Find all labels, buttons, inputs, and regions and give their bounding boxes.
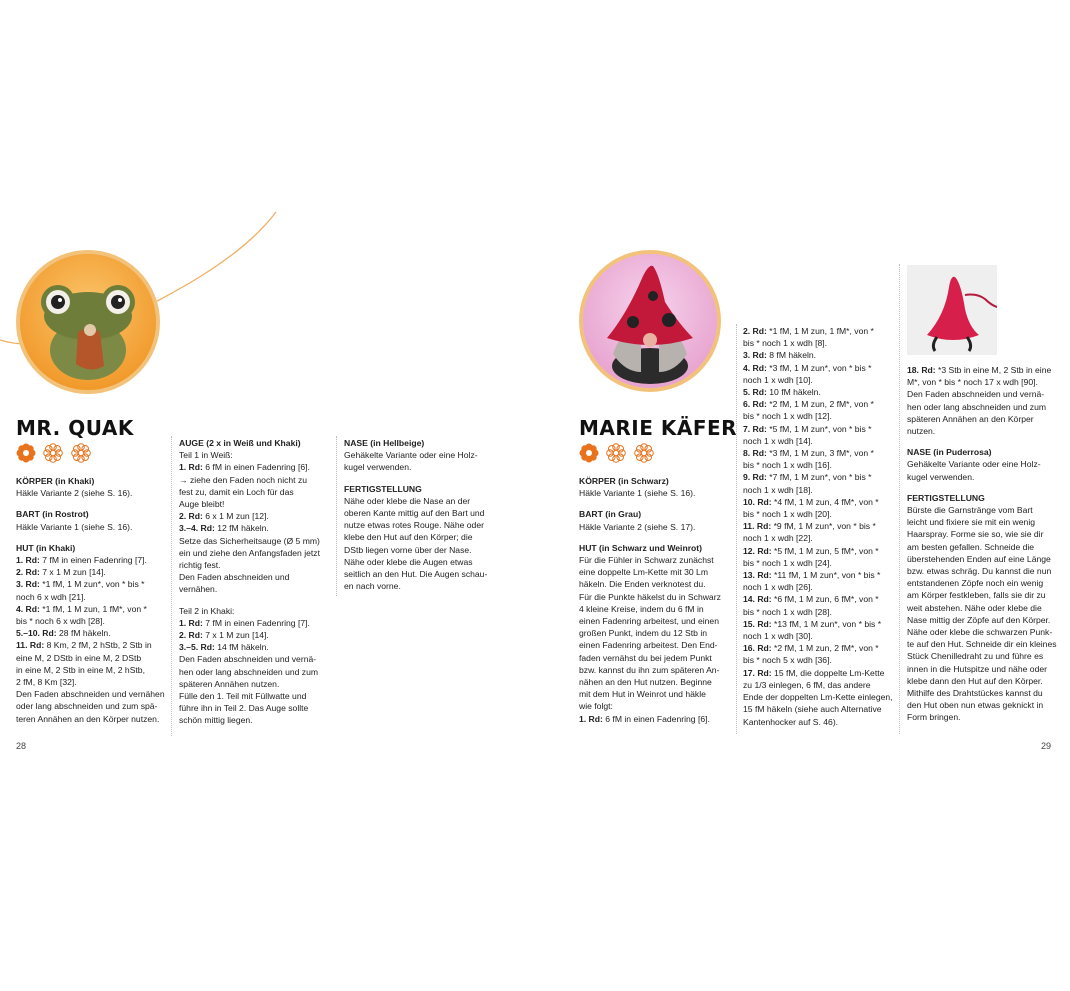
text-line: zu 1/3 einlegen, 6 fM, das andere bbox=[743, 679, 871, 690]
text-line: 1. Rd: 6 fM in einen Fadenring [6]. bbox=[579, 713, 710, 724]
text-line: 2. Rd: 6 x 1 M zun [12]. bbox=[179, 511, 269, 522]
text-line: 8. Rd: *3 fM, 1 M zun, 3 fM*, von * bbox=[743, 448, 874, 459]
text-line: noch 1 x wdh [26]. bbox=[743, 582, 813, 593]
flower-icon-filled bbox=[579, 443, 599, 463]
text-line: weit abstehen. Nähe oder klebe die bbox=[907, 602, 1042, 613]
text-line: 2. Rd: 7 x 1 M zun [14]. bbox=[179, 630, 269, 641]
right-column-3 bbox=[907, 364, 1062, 724]
flower-icon-outline bbox=[43, 443, 63, 463]
text-line: kugel verwenden. bbox=[907, 471, 975, 482]
text-line: eine doppelte Lm-Kette mit 30 Lm bbox=[579, 567, 708, 578]
flower-icon-outline bbox=[606, 443, 626, 463]
page-number-left: 28 bbox=[16, 741, 27, 751]
text-line: 12. Rd: *5 fM, 1 M zun, 5 fM*, von * bbox=[743, 545, 879, 556]
text-line: klebe den Hut auf den Körper; die bbox=[344, 532, 473, 543]
text-line: bis * noch 5 x wdh [36]. bbox=[743, 655, 832, 666]
text-line: bzw. etwas schräg. Du kannst die nun bbox=[907, 566, 1052, 577]
text-line: Nase mittig der Zöpfe auf den Körper. bbox=[907, 614, 1051, 625]
text-line: noch 1 x wdh [22]. bbox=[743, 533, 813, 544]
text-line: 4 kleine Kreise, indem du 6 fM in bbox=[579, 603, 704, 614]
section-gap bbox=[16, 533, 166, 542]
text-line: 15 fM häkeln (siehe auch Alternative bbox=[743, 704, 882, 715]
left-column-1 bbox=[16, 475, 166, 725]
text-line: Kantenhocker auf S. 46). bbox=[743, 716, 839, 727]
hat-step-photo bbox=[907, 265, 997, 355]
section-gap bbox=[344, 474, 494, 483]
section-heading: FERTIGSTELLUNG bbox=[344, 483, 422, 494]
text-line: innen in die Hutspitze und nähe oder bbox=[907, 663, 1047, 674]
section-gap bbox=[16, 499, 166, 508]
text-line: 11. Rd: *9 fM, 1 M zun*, von * bis * bbox=[743, 521, 876, 532]
text-line: 1. Rd: 7 fM in einen Fadenring [7]. bbox=[16, 555, 147, 566]
text-line: noch 1 x wdh [14]. bbox=[743, 435, 813, 446]
section-gap bbox=[907, 437, 1062, 446]
column-divider bbox=[899, 264, 900, 734]
text-line: Setze das Sicherheitsauge (Ø 5 mm) bbox=[179, 535, 320, 546]
text-line: bis * noch 1 x wdh [12]. bbox=[743, 411, 832, 422]
section-heading: KÖRPER (in Khaki) bbox=[16, 476, 95, 486]
text-line: 15. Rd: *13 fM, 1 M zun*, von * bis * bbox=[743, 618, 882, 629]
text-line: am besten gefallen. Schneide die bbox=[907, 541, 1035, 552]
text-line: DStb liegen vorne über der Nase. bbox=[344, 544, 472, 555]
text-line: späteren Annähen nutzen. bbox=[179, 678, 280, 689]
flower-icon-filled bbox=[16, 443, 36, 463]
text-line: Gehäkelte Variante oder eine Holz- bbox=[344, 450, 478, 461]
text-line: am Körper festkleben, falls sie dir zu bbox=[907, 590, 1046, 601]
text-line: faden vernähst du bei jedem Punkt bbox=[579, 652, 712, 663]
text-line: noch 6 x wdh [21]. bbox=[16, 591, 86, 602]
text-line: hen oder lang abschneiden und zum bbox=[179, 666, 319, 677]
text-line: → ziehe den Faden noch nicht zu bbox=[179, 474, 308, 485]
text-line: 7. Rd: *5 fM, 1 M zun*, von * bis * bbox=[743, 423, 872, 434]
text-line: bis * noch 1 x wdh [20]. bbox=[743, 509, 832, 520]
text-line: en nach vorne. bbox=[344, 581, 401, 592]
text-line: 13. Rd: *11 fM, 1 M zun*, von * bis * bbox=[743, 570, 881, 581]
text-line: Für die Fühler in Schwarz zunächst bbox=[579, 555, 714, 566]
text-line: bis * noch 1 x wdh [28]. bbox=[743, 606, 832, 617]
left-column-3 bbox=[344, 437, 494, 592]
text-line: Den Faden abschneiden und vernä- bbox=[179, 654, 317, 665]
section-heading: BART (in Grau) bbox=[579, 509, 642, 520]
text-line: 14. Rd: *6 fM, 1 M zun, 6 fM*, von * bbox=[743, 594, 879, 605]
text-line: 11. Rd: 8 Km, 2 fM, 2 hStb, 2 Stb in bbox=[16, 640, 152, 651]
text-line: entstandenen Zöpfe noch ein wenig bbox=[907, 578, 1044, 589]
text-line: späteren Annähen an den Körper bbox=[907, 413, 1034, 424]
text-line: Stück Chenilledraht zu und führe es bbox=[907, 651, 1044, 662]
text-line: Den Faden abschneiden und vernä- bbox=[907, 389, 1045, 400]
text-line: Den Faden abschneiden und vernähen bbox=[16, 689, 165, 700]
right-column-2 bbox=[743, 325, 895, 728]
left-column-2 bbox=[179, 437, 331, 727]
text-line: großen Punkt, indem du 12 Stb in bbox=[579, 628, 708, 639]
product-photo-marie-kaefer bbox=[579, 250, 721, 392]
column-divider bbox=[336, 436, 337, 596]
section-gap bbox=[179, 596, 331, 605]
text-line: Bürste die Garnstränge vom Bart bbox=[907, 505, 1033, 516]
text-line: Auge bleibt! bbox=[179, 499, 225, 510]
text-line: 3. Rd: 8 fM häkeln. bbox=[743, 350, 817, 361]
text-line: 10. Rd: *4 fM, 1 M zun, 4 fM*, von * bbox=[743, 496, 879, 507]
section-heading: FERTIGSTELLUNG bbox=[907, 492, 985, 503]
text-line: bis * noch 1 x wdh [8]. bbox=[743, 338, 828, 349]
text-line: Für die Punkte häkelst du in Schwarz bbox=[579, 591, 721, 602]
text-line: nähen an den Hut nutzen. Beginne bbox=[579, 677, 712, 688]
section-gap bbox=[579, 499, 731, 508]
text-line: seitlich an den Hut. Die Augen schau- bbox=[344, 569, 488, 580]
section-heading: NASE (in Puderrosa) bbox=[907, 447, 992, 458]
text-line: in eine M, 2 Stb in eine M, 2 hStb, bbox=[16, 664, 145, 675]
text-line: 5. Rd: 10 fM häkeln. bbox=[743, 387, 821, 398]
section-gap bbox=[907, 483, 1062, 492]
section-heading: HUT (in Khaki) bbox=[16, 542, 76, 553]
page-number-right: 29 bbox=[1041, 741, 1052, 751]
text-line: Haarspray. Forme sie so, wie sie dir bbox=[907, 529, 1044, 540]
text-line: leicht und fixiere sie mit ein wenig bbox=[907, 517, 1036, 528]
text-line: teren Annähen an den Körper nutzen. bbox=[16, 713, 160, 724]
text-line: Form bringen. bbox=[907, 712, 961, 723]
page-title-mr-quak: MR. QUAK bbox=[16, 416, 134, 440]
text-line: noch 1 x wdh [30]. bbox=[743, 631, 813, 642]
text-line: oberen Kante mittig auf den Bart und bbox=[344, 508, 485, 519]
difficulty-rating bbox=[16, 443, 94, 468]
text-line: fest zu, damit ein Loch für das bbox=[179, 486, 294, 497]
text-line: oder lang abschneiden und zum spä- bbox=[16, 701, 158, 712]
text-line: Häkle Variante 2 (siehe S. 17). bbox=[579, 521, 696, 532]
text-line: 16. Rd: *2 fM, 1 M zun, 2 fM*, von * bbox=[743, 643, 879, 654]
text-line: 3.–4. Rd: 12 fM häkeln. bbox=[179, 523, 269, 534]
text-line: Häkle Variante 1 (siehe S. 16). bbox=[16, 521, 133, 532]
section-heading: HUT (in Schwarz und Weinrot) bbox=[579, 542, 703, 553]
section-gap bbox=[579, 533, 731, 542]
text-line: Teil 1 in Weiß: bbox=[179, 450, 233, 461]
text-line: wie folgt: bbox=[579, 701, 613, 712]
product-photo-mr-quak bbox=[16, 250, 160, 394]
text-line: Fülle den 1. Teil mit Füllwatte und bbox=[179, 691, 307, 702]
text-line: 1. Rd: 7 fM in einen Fadenring [7]. bbox=[179, 617, 310, 628]
text-line: 1. Rd: 6 fM in einen Fadenring [6]. bbox=[179, 462, 310, 473]
text-line: eine M, 2 DStb in eine M, 2 DStb bbox=[16, 652, 142, 663]
text-line: bzw. kannst du ihn zum späteren An- bbox=[579, 664, 720, 675]
text-line: Teil 2 in Khaki: bbox=[179, 605, 235, 616]
text-line: klebe dann den Hut auf den Körper. bbox=[907, 675, 1043, 686]
text-line: Ende der doppelten Lm-Kette einlegen, bbox=[743, 692, 893, 703]
text-line: bis * noch 6 x wdh [28]. bbox=[16, 616, 105, 627]
text-line: vernähen. bbox=[179, 584, 218, 595]
hat-image bbox=[907, 265, 997, 355]
flower-icon-outline bbox=[71, 443, 91, 463]
text-line: Den Faden abschneiden und bbox=[179, 572, 290, 583]
gnome-image bbox=[583, 254, 717, 388]
text-line: 17. Rd: 15 fM, die doppelte Lm-Kette bbox=[743, 667, 885, 678]
text-line: 9. Rd: *7 fM, 1 M zun*, von * bis * bbox=[743, 472, 872, 483]
text-line: 2. Rd: *1 fM, 1 M zun, 1 fM*, von * bbox=[743, 326, 874, 336]
text-line: schön mittig liegen. bbox=[179, 715, 253, 726]
difficulty-rating bbox=[579, 443, 657, 468]
text-line: noch 1 x wdh [18]. bbox=[743, 484, 813, 495]
text-line: Mithilfe des Drahtstückes kannst du bbox=[907, 688, 1043, 699]
text-line: 18. Rd: *3 Stb in eine M, 2 Stb in eine bbox=[907, 365, 1052, 375]
section-heading: BART (in Rostrot) bbox=[16, 509, 89, 520]
text-line: bis * noch 1 x wdh [24]. bbox=[743, 557, 832, 568]
text-line: hen oder lang abschneiden und zum bbox=[907, 401, 1047, 412]
text-line: den Hut oben nun etwas geknickt in bbox=[907, 700, 1044, 711]
text-line: noch 1 x wdh [10]. bbox=[743, 374, 813, 385]
text-line: Häkle Variante 1 (siehe S. 16). bbox=[579, 488, 696, 499]
text-line: einen Fadenring arbeitest. Den End- bbox=[579, 640, 718, 651]
text-line: 3. Rd: *1 fM, 1 M zun*, von * bis * bbox=[16, 579, 145, 590]
text-line: 2 fM, 8 Km [32]. bbox=[16, 677, 77, 688]
section-heading: AUGE (2 x in Weiß und Khaki) bbox=[179, 438, 301, 448]
right-column-1 bbox=[579, 475, 731, 725]
flower-icon-outline bbox=[634, 443, 654, 463]
column-divider bbox=[171, 436, 172, 736]
text-line: Gehäkelte Variante oder eine Holz- bbox=[907, 459, 1041, 470]
text-line: 6. Rd: *2 fM, 1 M zun, 2 fM*, von * bbox=[743, 399, 874, 410]
text-line: te auf den Hut. Schneide dir ein kleines bbox=[907, 639, 1057, 650]
column-divider bbox=[736, 324, 737, 734]
text-line: 4. Rd: *1 fM, 1 M zun, 1 fM*, von * bbox=[16, 603, 147, 614]
section-heading: KÖRPER (in Schwarz) bbox=[579, 476, 669, 486]
text-line: ein und ziehe den Anfangsfaden jetzt bbox=[179, 547, 320, 558]
text-line: 4. Rd: *3 fM, 1 M zun*, von * bis * bbox=[743, 362, 872, 373]
text-line: richtig fest. bbox=[179, 560, 221, 571]
frog-image bbox=[20, 254, 156, 390]
text-line: Häkle Variante 2 (siehe S. 16). bbox=[16, 488, 133, 499]
text-line: 5.–10. Rd: 28 fM häkeln. bbox=[16, 628, 111, 639]
text-line: kugel verwenden. bbox=[344, 462, 412, 473]
text-line: Nähe oder klebe die Nase an der bbox=[344, 495, 471, 506]
text-line: überstehenden Enden auf eine Länge bbox=[907, 553, 1051, 564]
text-line: nutze etwas rotes Rouge. Nähe oder bbox=[344, 520, 484, 531]
text-line: Nähe oder klebe die schwarzen Punk- bbox=[907, 627, 1053, 638]
text-line: häkeln. Die Enden verknotest du. bbox=[579, 579, 706, 590]
text-line: M*, von * bis * noch 17 x wdh [90]. bbox=[907, 377, 1038, 388]
text-line: bis * noch 1 x wdh [16]. bbox=[743, 460, 832, 471]
text-line: Nähe oder klebe die Augen etwas bbox=[344, 556, 473, 567]
text-line: 3.–5. Rd: 14 fM häkeln. bbox=[179, 642, 269, 653]
section-heading: NASE (in Hellbeige) bbox=[344, 438, 425, 448]
text-line: führe ihn in Teil 2. Das Auge sollte bbox=[179, 703, 309, 714]
text-line: einen Fadenring arbeitest, und einen bbox=[579, 616, 719, 627]
text-line: 2. Rd: 7 x 1 M zun [14]. bbox=[16, 567, 106, 578]
text-line: mit dem Hut in Weinrot und häkle bbox=[579, 689, 706, 700]
page-title-marie-kaefer: MARIE KÄFER bbox=[579, 416, 738, 440]
text-line: nutzen. bbox=[907, 426, 936, 437]
